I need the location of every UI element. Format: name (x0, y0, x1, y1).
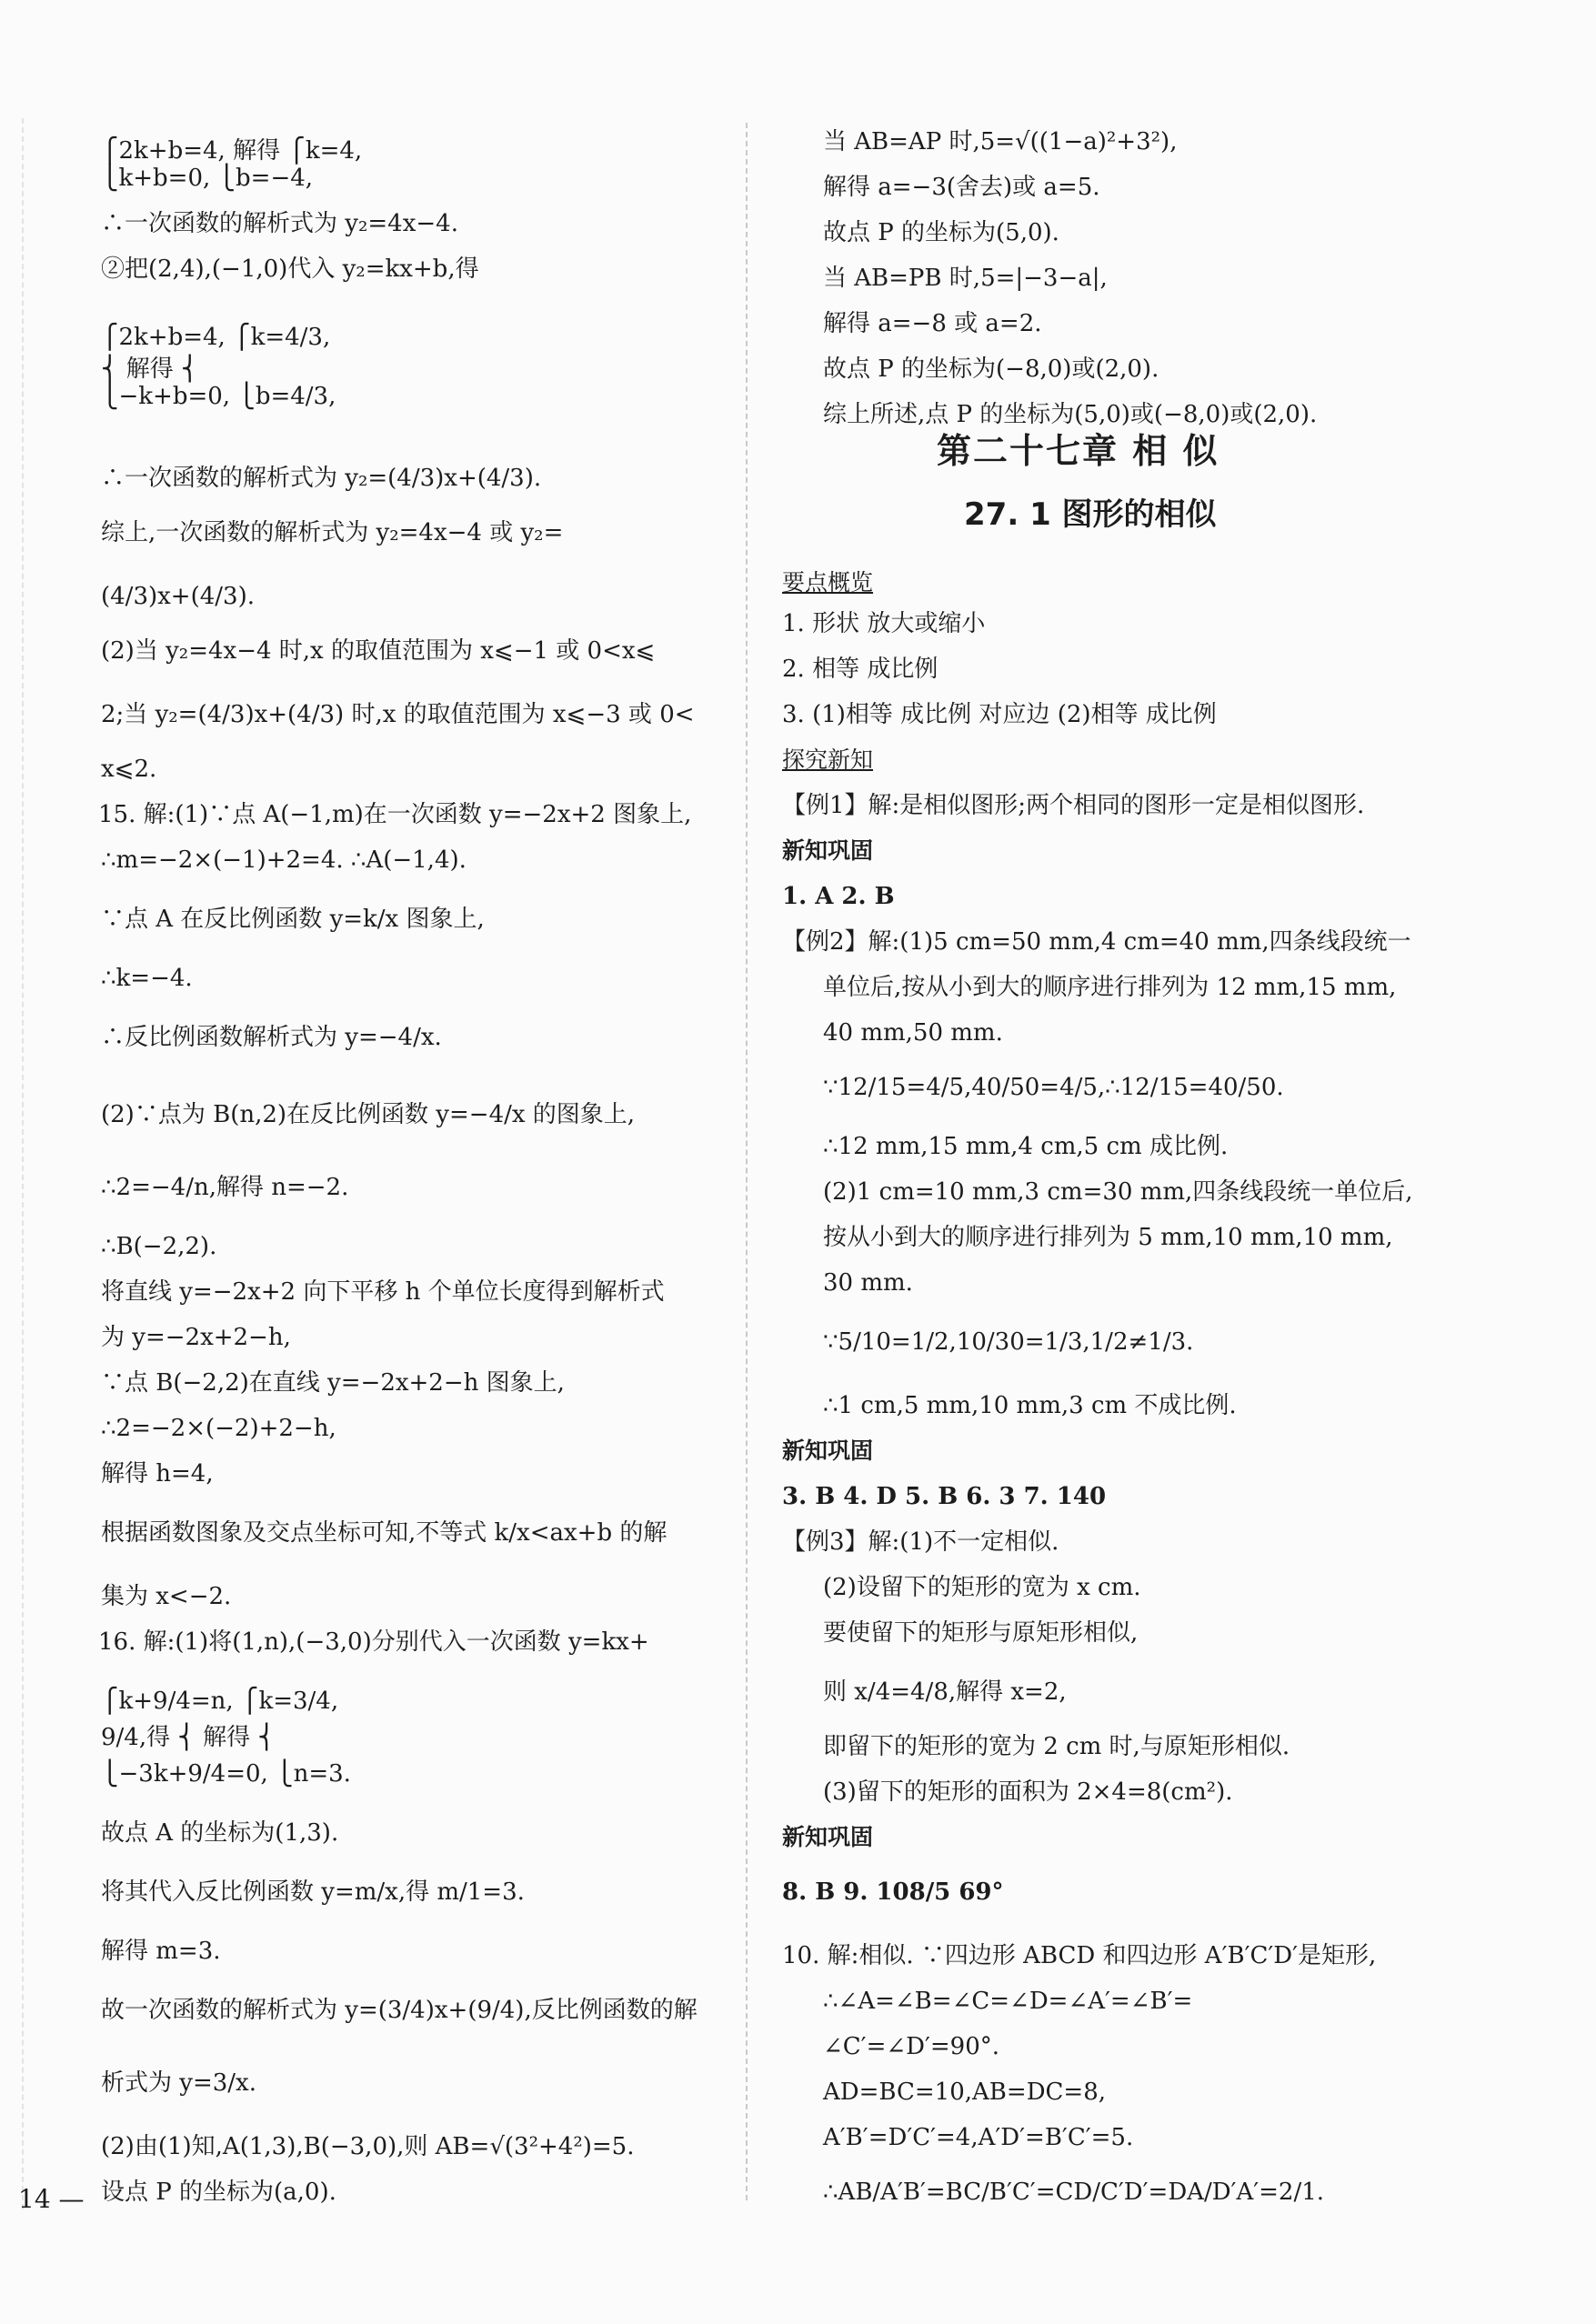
key-points-label: 要点概览 (782, 569, 874, 596)
example-2-line: ∵5/10=1/2,10/30=1/3,1/2≠1/3. (823, 1328, 1194, 1356)
explore-label: 探究新知 (782, 746, 874, 773)
example-2-line: 40 mm,50 mm. (823, 1019, 1003, 1047)
consolidate-label-3: 新知巩固 (782, 1824, 874, 1850)
left-text-line: 设点 P 的坐标为(a,0). (101, 2179, 336, 2206)
left-text-line: ②把(2,4),(−1,0)代入 y₂=kx+b,得 (101, 255, 479, 283)
chapter-title: 第二十七章 相 似 (937, 431, 1220, 471)
example-2-line: (2)1 cm=10 mm,3 cm=30 mm,四条线段统一单位后, (823, 1178, 1413, 1206)
consolidate-label-1: 新知巩固 (782, 837, 874, 864)
right-text-line: 故点 P 的坐标为(−8,0)或(2,0). (823, 356, 1159, 383)
example-2-line: ∵12/15=4/5,40/50=4/5,∴12/15=40/50. (823, 1074, 1284, 1101)
key-point-1: 1. 形状 放大或缩小 (782, 610, 986, 637)
left-text-line: 9/4,得 ⎨ 解得 ⎨ (101, 1724, 276, 1751)
right-text-line: 综上所述,点 P 的坐标为(5,0)或(−8,0)或(2,0). (823, 401, 1318, 428)
left-text-line: ∴反比例函数解析式为 y=−4/x. (101, 1024, 442, 1051)
answers-1: 1. A 2. B (782, 883, 895, 910)
left-text-line: ⎧k+9/4=n, ⎧k=3/4, (101, 1688, 339, 1715)
left-text-line: (2)由(1)知,A(1,3),B(−3,0),则 AB=√(3²+4²)=5. (101, 2133, 635, 2160)
example-3-line: 要使留下的矩形与原矩形相似, (823, 1619, 1139, 1647)
answers-2: 3. B 4. D 5. B 6. 3 7. 140 (782, 1483, 1107, 1510)
section-title: 27. 1 图形的相似 (964, 496, 1217, 533)
page-number: 14 — (18, 2184, 85, 2214)
left-text-line: 故一次函数的解析式为 y=(3/4)x+(9/4),反比例函数的解 (101, 1997, 698, 2024)
example-2-line: ∴1 cm,5 mm,10 mm,3 cm 不成比例. (823, 1392, 1237, 1419)
left-text-line: ∵点 A 在反比例函数 y=k/x 图象上, (101, 906, 485, 933)
left-text-line: (4/3)x+(4/3). (101, 583, 255, 610)
left-text-line: ∴2=−2×(−2)+2−h, (101, 1415, 336, 1442)
example-2-line: 【例2】解:(1)5 cm=50 mm,4 cm=40 mm,四条线段统一 (782, 928, 1411, 956)
left-text-line: ⎩−k+b=0, ⎩b=4/3, (101, 383, 336, 410)
key-point-3: 3. (1)相等 成比例 对应边 (2)相等 成比例 (782, 701, 1217, 728)
left-text-line: 根据函数图象及交点坐标可知,不等式 k/x<ax+b 的解 (101, 1519, 668, 1547)
q10-line: ∠C′=∠D′=90°. (823, 2033, 1000, 2060)
left-text-line: 2;当 y₂=(4/3)x+(4/3) 时,x 的取值范围为 x⩽−3 或 0< (101, 701, 695, 728)
left-text-line: 解得 h=4, (101, 1460, 214, 1488)
example-3-line: 【例3】解:(1)不一定相似. (782, 1528, 1059, 1556)
left-text-line: ⎧2k+b=4, ⎧k=4/3, (101, 324, 331, 351)
example-3-line: (3)留下的矩形的面积为 2×4=8(cm²). (823, 1778, 1233, 1806)
right-text-line: 当 AB=AP 时,5=√((1−a)²+3²), (823, 128, 1178, 155)
left-text-line: ∵点 B(−2,2)在直线 y=−2x+2−h 图象上, (101, 1369, 565, 1397)
example-2-line: ∴12 mm,15 mm,4 cm,5 cm 成比例. (823, 1133, 1229, 1160)
left-text-line: ∴一次函数的解析式为 y₂=4x−4. (101, 210, 458, 237)
left-text-line: 将直线 y=−2x+2 向下平移 h 个单位长度得到解析式 (101, 1278, 665, 1306)
left-text-line: ⎩k+b=0, ⎩b=−4, (101, 165, 314, 192)
right-text-line: 解得 a=−8 或 a=2. (823, 310, 1042, 337)
left-text-line: 解得 m=3. (101, 1938, 221, 1965)
left-text-line: x⩽2. (101, 756, 157, 783)
left-text-line: 析式为 y=3/x. (101, 2069, 256, 2097)
left-text-line: ⎧2k+b=4, 解得 ⎧k=4, (101, 137, 363, 165)
left-text-line: ⎩−3k+9/4=0, ⎩n=3. (101, 1760, 351, 1788)
left-text-line: ∴k=−4. (101, 965, 193, 992)
example-3-line: 则 x/4=4/8,解得 x=2, (823, 1678, 1067, 1706)
q10-line: AD=BC=10,AB=DC=8, (823, 2079, 1107, 2106)
left-text-line: (2)当 y₂=4x−4 时,x 的取值范围为 x⩽−1 或 0<x⩽ (101, 637, 656, 665)
left-text-line: ∴m=−2×(−1)+2=4. ∴A(−1,4). (101, 846, 467, 874)
right-text-line: 故点 P 的坐标为(5,0). (823, 219, 1059, 246)
example-3-line: (2)设留下的矩形的宽为 x cm. (823, 1574, 1141, 1601)
left-text-line: 综上,一次函数的解析式为 y₂=4x−4 或 y₂= (101, 519, 564, 546)
q10-line: 10. 解:相似. ∵四边形 ABCD 和四边形 A′B′C′D′是矩形, (782, 1942, 1377, 1969)
example-2-line: 30 mm. (823, 1269, 913, 1297)
q10-line: ∴AB/A′B′=BC/B′C′=CD/C′D′=DA/D′A′=2/1. (823, 2179, 1325, 2206)
left-text-line: ∴一次函数的解析式为 y₂=(4/3)x+(4/3). (101, 465, 542, 492)
left-text-line: 集为 x<−2. (101, 1583, 232, 1610)
left-text-line: 为 y=−2x+2−h, (101, 1324, 291, 1351)
consolidate-label-2: 新知巩固 (782, 1437, 874, 1464)
left-text-line: (2)∵点为 B(n,2)在反比例函数 y=−4/x 的图象上, (101, 1101, 636, 1128)
example-1: 【例1】解:是相似图形;两个相同的图形一定是相似图形. (782, 792, 1365, 819)
left-text-line: ∴B(−2,2). (101, 1233, 217, 1260)
left-text-line: 16. 解:(1)将(1,n),(−3,0)分别代入一次函数 y=kx+ (98, 1628, 649, 1656)
left-text-line: 15. 解:(1)∵点 A(−1,m)在一次函数 y=−2x+2 图象上, (98, 801, 692, 828)
example-3-line: 即留下的矩形的宽为 2 cm 时,与原矩形相似. (823, 1733, 1290, 1760)
left-text-line: 将其代入反比例函数 y=m/x,得 m/1=3. (101, 1878, 525, 1906)
key-point-2: 2. 相等 成比例 (782, 656, 939, 683)
right-text-line: 解得 a=−3(舍去)或 a=5. (823, 174, 1100, 201)
answers-3: 8. B 9. 108/5 69° (782, 1878, 1004, 1906)
left-text-line: ⎨ 解得 ⎨ (101, 356, 199, 383)
example-2-line: 按从小到大的顺序进行排列为 5 mm,10 mm,10 mm, (823, 1224, 1393, 1251)
example-2-line: 单位后,按从小到大的顺序进行排列为 12 mm,15 mm, (823, 974, 1397, 1001)
right-text-line: 当 AB=PB 时,5=|−3−a|, (823, 265, 1108, 292)
q10-line: ∴∠A=∠B=∠C=∠D=∠A′=∠B′= (823, 1988, 1193, 2015)
q10-line: A′B′=D′C′=4,A′D′=B′C′=5. (823, 2124, 1134, 2151)
column-divider (746, 123, 748, 2200)
left-text-line: 故点 A 的坐标为(1,3). (101, 1819, 339, 1847)
left-text-line: ∴2=−4/n,解得 n=−2. (101, 1174, 349, 1201)
page-edge-line (22, 118, 24, 2209)
